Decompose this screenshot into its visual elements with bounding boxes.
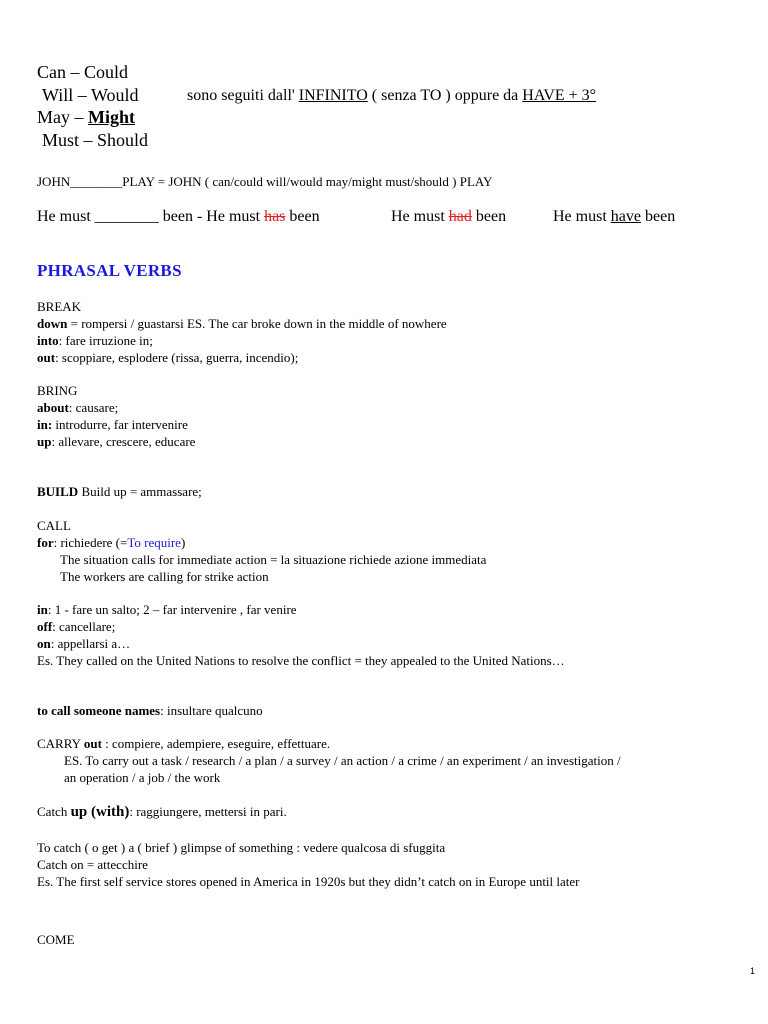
bring-about-key: about <box>37 400 69 415</box>
break-out-text: : scoppiare, esplodere (rissa, guerra, incendio); <box>55 350 299 365</box>
modal-must-should: Must – Should <box>42 130 149 150</box>
john-line: JOHN________PLAY = JOHN ( can/could will/would may/might must/should ) PLAY <box>37 174 493 189</box>
rule-prefix: sono seguiti dall' <box>187 87 299 104</box>
call-for-end: ) <box>180 535 186 550</box>
phrasal-verbs-heading: PHRASAL VERBS <box>37 261 182 280</box>
must-part1: He must ________ been - He must <box>37 208 265 225</box>
must-had-struck: had <box>448 208 472 225</box>
build-key: BUILD <box>37 484 79 499</box>
catch-key: up (with) <box>70 804 130 820</box>
catch-text: : raggiungere, mettersi in pari. <box>129 804 287 819</box>
call-off <box>37 619 115 634</box>
carry-text: : compiere, adempiere, eseguire, effettuare. <box>101 736 331 751</box>
must-part4: been <box>471 208 507 225</box>
must-line <box>37 207 320 227</box>
call-for-example-2: The workers are calling for strike action <box>60 569 269 584</box>
modal-will-would: Will – Would <box>42 85 139 105</box>
break-down-key: down <box>37 316 68 331</box>
call-on-text: : appellarsi a… <box>50 636 131 651</box>
break-into <box>37 333 153 348</box>
build-text: Build up = ammassare; <box>78 484 202 499</box>
call-for-key: for <box>37 535 54 550</box>
modal-may-prefix: May – <box>37 107 88 127</box>
bring-about <box>37 400 118 415</box>
modal-may-might <box>37 106 135 128</box>
must-part6: been <box>640 208 676 225</box>
carry-out <box>37 736 330 751</box>
call-off-key: off <box>37 619 53 634</box>
rule-have: HAVE + 3° <box>522 87 597 104</box>
call-for-text: : richiedere (= <box>53 535 128 550</box>
catch-prefix: Catch <box>37 804 71 819</box>
carry-prefix: CARRY <box>37 736 84 751</box>
must-part3: He must <box>391 208 449 225</box>
must-line-had <box>391 207 506 227</box>
break-into-key: into <box>37 333 59 348</box>
call-names-key: to call someone names <box>37 703 161 718</box>
must-line-have <box>553 207 675 227</box>
page-number: 1 <box>750 966 756 976</box>
call-on-example: Es. They called on the United Nations to resolve the conflict = they appealed to the United Nations… <box>37 653 565 668</box>
call-in <box>37 602 297 617</box>
call-for-example-1: The situation calls for immediate action = la situazione richiede azione immediata <box>60 552 487 567</box>
carry-example-1: ES. To carry out a task / research / a plan / a survey / an action / a crime / an experiment / an investigation / <box>64 753 621 768</box>
bring-about-text: : causare; <box>68 400 119 415</box>
call-on <box>37 636 130 651</box>
call-for-blue: To require <box>127 535 181 550</box>
carry-key: out <box>83 736 102 751</box>
break-title: BREAK <box>37 299 82 314</box>
bring-in-key: in: <box>37 417 53 432</box>
call-in-key: in <box>37 602 48 617</box>
call-names-text: : insultare qualcuno <box>160 703 263 718</box>
bring-title: BRING <box>37 383 78 398</box>
come-title: COME <box>37 932 75 947</box>
bring-up-text: : allevare, crescere, educare <box>51 434 196 449</box>
call-off-text: : cancellare; <box>52 619 116 634</box>
must-have: have <box>610 208 641 225</box>
break-down <box>37 316 447 331</box>
call-for <box>37 535 185 550</box>
break-out-key: out <box>37 350 56 365</box>
catch-glimpse: To catch ( o get ) a ( brief ) glimpse of something : vedere qualcosa di sfuggita <box>37 840 446 855</box>
rule-infinito: INFINITO <box>298 87 368 104</box>
build-line <box>37 484 202 499</box>
bring-up-key: up <box>37 434 52 449</box>
modal-can-could: Can – Could <box>37 62 129 82</box>
call-in-text: : 1 - fare un salto; 2 – far intervenire , far venire <box>47 602 297 617</box>
break-out <box>37 350 298 365</box>
rule-mid: ( senza TO ) oppure da <box>367 87 523 104</box>
modal-rule <box>187 86 596 106</box>
must-has-struck: has <box>264 208 286 225</box>
call-title: CALL <box>37 518 71 533</box>
bring-in-text: introdurre, far intervenire <box>52 417 188 432</box>
bring-up <box>37 434 195 449</box>
carry-example-2: an operation / a job / the work <box>64 770 221 785</box>
call-on-key: on <box>37 636 51 651</box>
break-down-text: = rompersi / guastarsi ES. The car broke down in the middle of nowhere <box>67 316 447 331</box>
catch-on-example: Es. The first self service stores opened in America in 1920s but they didn’t catch on in Europe until later <box>37 874 580 889</box>
break-into-text: : fare irruzione in; <box>58 333 153 348</box>
bring-in <box>37 417 188 432</box>
catch-up <box>37 804 287 820</box>
modal-might: Might <box>88 107 135 127</box>
must-part2: been <box>285 208 320 225</box>
must-part5: He must <box>553 208 611 225</box>
catch-on: Catch on = attecchire <box>37 857 148 872</box>
call-names <box>37 703 263 718</box>
